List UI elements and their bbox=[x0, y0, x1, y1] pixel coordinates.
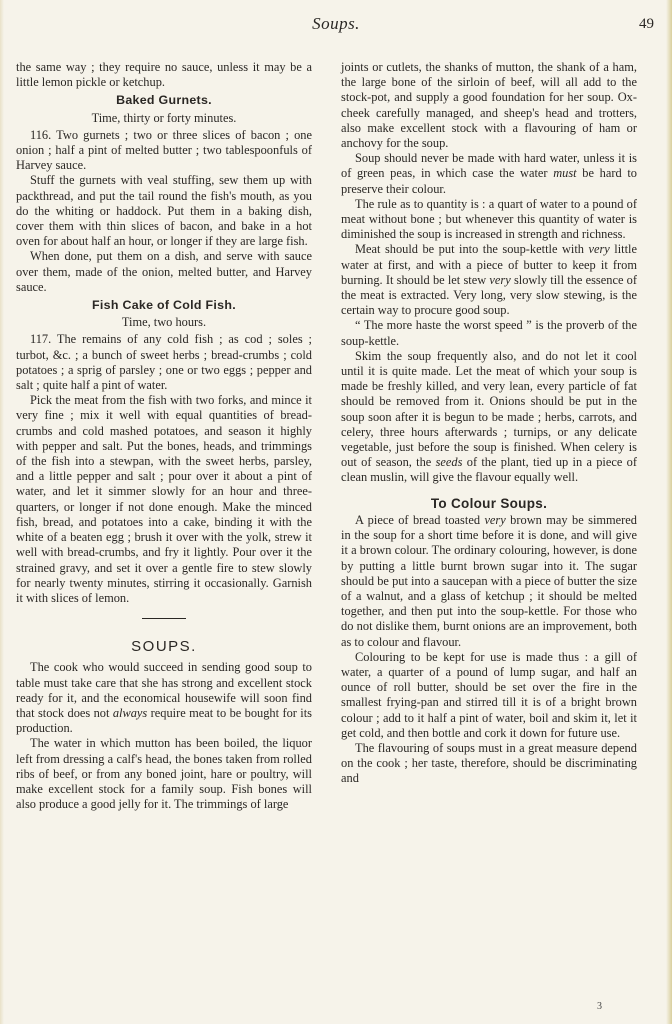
recipe-title-fish-cake: Fish Cake of Cold Fish. bbox=[92, 298, 236, 313]
soups-paragraph: “ The more haste the worst speed ” is the proverb of the soup-kettle. bbox=[341, 318, 637, 348]
text-run: little water at first, and with a piece of butter to keep it from burning. It should be let stew bbox=[341, 242, 638, 287]
text-run: of the plant, tied up in a piece of clean muslin, will give the flavour equally well. bbox=[341, 455, 637, 485]
signature-mark: 3 bbox=[597, 1001, 602, 1012]
text-run: require meat to be bought for its production. bbox=[16, 705, 312, 736]
continued-paragraph: joints or cutlets, the shanks of mutton, the shank of a ham, the large bone of the sirloin of beef, will all add to the stock-pot, and supply a good foundation for her soup. Ox-cheek carefully managed, and sheep's head and trotters, also make excellent stock with a flavouring of ham or anchovy for the soup. bbox=[341, 60, 637, 151]
recipe-ingredients: 117. The remains of any cold fish ; as cod ; soles ; turbot, &c. ; a bunch of sweet herbs ; bread-crumbs ; cold potatoes ; a sprig of parsley ; one or two eggs ; pepper and salt ; quite half a pint of water. bbox=[16, 332, 312, 393]
section-title-soups: SOUPS. bbox=[131, 638, 197, 656]
soups-paragraph bbox=[341, 513, 637, 650]
section-title-colour-soups: To Colour Soups. bbox=[430, 495, 548, 511]
recipe-title-baked-gurnets: Baked Gurnets. bbox=[116, 93, 212, 108]
running-header bbox=[0, 14, 672, 42]
text-run: The cook who would succeed in sending good soup to table must take care that she has strong and excellent stock ready for it, and the economical housewife will soon find that stock does not bbox=[16, 660, 312, 720]
page-left-edge bbox=[0, 0, 4, 1024]
emphasis: must bbox=[553, 166, 577, 181]
right-column bbox=[341, 60, 637, 787]
recipe-method: Stuff the gurnets with veal stuffing, sew them up with packthread, and put the tail round the fish's mouth, as you do the whiting or haddock. Put them in a baking dish, cover them with thin slices of bacon, and bake in a hot oven for about half an hour, or longer if they are large fish. bbox=[16, 173, 312, 249]
recipe-time: Time, thirty or forty minutes. bbox=[91, 110, 237, 125]
recipe-time: Time, two hours. bbox=[121, 315, 207, 330]
emphasis: seeds bbox=[435, 455, 463, 470]
page-right-edge-shadow bbox=[666, 0, 672, 1024]
emphasis: always bbox=[112, 705, 148, 720]
recipe-ingredients: 116. Two gurnets ; two or three slices of bacon ; one onion ; half a pint of melted butter ; two tablespoonfuls of Harvey sauce. bbox=[16, 127, 312, 173]
text-run: slowly till the essence of the meat is extracted. Very long, very slow stewing, is the certain way to procure good soup. bbox=[341, 272, 637, 318]
soups-paragraph: Colouring to be kept for use is made thus : a gill of water, a quarter of a pound of lump sugar, and half an ounce of roll butter, should be set over the fire in the smallest frying-pan and stirred till it is of a bright brown colour ; add to it half a pint of water, boil and skim it, let it get cold, and then bottle and cork it down for future use. bbox=[341, 649, 637, 740]
page-number: 49 bbox=[639, 16, 654, 32]
text-run: brown may be simmered in the soup for a short time before it is done, and will give it a brown colour. The ordinary colouring, however, is done by putting a little burnt brown sugar into it. The sugar should be put into a saucepan with a piece of butter the size of a walnut, and a glass of ketchup ; it should be melted together, and then put into the soup-kettle. For those who do not dislike them, burnt onions are an improvement, both as to colour and flavour. bbox=[341, 512, 637, 649]
emphasis: very bbox=[588, 242, 610, 257]
soups-paragraph: The rule as to quantity is : a quart of water to a pound of meat without bone ; but whenever this quantity of water is diminished the soup is increased in strength and richness. bbox=[341, 196, 637, 242]
text-run: be hard to preserve their colour. bbox=[341, 166, 637, 196]
running-title: Soups. bbox=[312, 14, 360, 33]
soups-paragraph bbox=[341, 242, 637, 318]
recipe-method: When done, put them on a dish, and serve with sauce over them, made of the onion, melted butter, and Harvey sauce. bbox=[16, 249, 312, 294]
left-column bbox=[16, 60, 312, 812]
soups-paragraph bbox=[341, 151, 637, 197]
soups-paragraph bbox=[16, 660, 312, 736]
soups-paragraph: The flavouring of soups must in a great measure depend on the cook ; her taste, therefore, should be discriminating and bbox=[341, 740, 637, 786]
recipe-method: Pick the meat from the fish with two forks, and mince it very fine ; mix it well with equal quantities of bread-crumbs and cold mashed potatoes, and season it highly with pepper and salt. Put the bones, heads, and trimmings of the fish into a stewpan, with the sweet herbs, parsley, and a little pepper and salt ; pour over it about a pint of water, and let it simmer slowly for an hour and three-quarters, or longer if not done enough. Make the minced fish, bread, and potatoes into a cake, binding it with the white of a beaten egg ; brush it over with the yolk, strew it well with bread-crumbs, and fry it lightly. Pour over it the strained gravy, and set it over a gentle fire to stew slowly for nearly twenty minutes, stirring it occasionally. Garnish it with slices of lemon. bbox=[16, 393, 312, 605]
text-run: Skim the soup frequently also, and do not let it cool until it is quite made. Let the meat of which your soup is made be freshly killed, and very lean, every particle of fat should be removed from it. Onions should be put in the soup soon after it is begun to be made ; herbs, carrots, and celery, three hours afterwards ; turnips, or any delicate vegetable, just before the soup is finished. When celery is out of season, the bbox=[341, 348, 637, 470]
soups-paragraph bbox=[341, 349, 637, 486]
text-run: A piece of bread toasted bbox=[355, 512, 485, 527]
soups-paragraph: The water in which mutton has been boiled, the liquor left from dressing a calf's head, the bones taken from rolled ribs of beef, or from any boned joint, hare or poultry, will make excellent stock for a family soup. Fish bones will also produce a good jelly for it. The trimmings of large bbox=[16, 736, 312, 812]
continued-paragraph: the same way ; they require no sauce, unless it may be a little lemon pickle or ketchup. bbox=[16, 60, 312, 90]
emphasis: very bbox=[484, 512, 506, 527]
text-run: Meat should be put into the soup-kettle with bbox=[355, 242, 589, 257]
section-divider bbox=[142, 618, 186, 619]
emphasis: very bbox=[489, 272, 511, 287]
text-run: Soup should never be made with hard water, unless it is of green peas, in which case the water bbox=[341, 151, 637, 181]
